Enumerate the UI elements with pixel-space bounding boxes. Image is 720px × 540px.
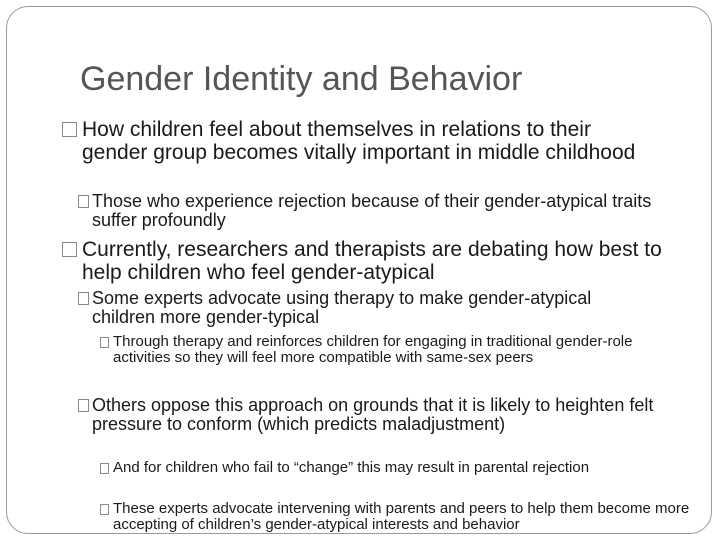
bullet-text: Some experts advocate using therapy to make gender-atypical children more gender-typical xyxy=(92,288,592,327)
bullet-level1 xyxy=(62,118,662,164)
bullet-level2 xyxy=(78,192,658,230)
bullet-box-icon xyxy=(100,337,109,348)
bullet-text: These experts advocate intervening with parents and peers to help them become more accepting of children’s gender-atypical interests and behavior xyxy=(113,500,690,533)
bullet-box-icon xyxy=(100,504,109,515)
bullet-level3 xyxy=(100,501,690,533)
bullet-level3 xyxy=(100,460,660,476)
bullet-box-icon xyxy=(78,292,89,305)
bullet-box-icon xyxy=(78,399,89,412)
bullet-level3 xyxy=(100,334,674,366)
bullet-box-icon xyxy=(100,463,109,474)
bullet-level2 xyxy=(78,396,663,434)
bullet-box-icon xyxy=(62,122,77,137)
bullet-text: Through therapy and reinforces children for engaging in traditional gender-role activities so they will feel more compatible with same-sex peers xyxy=(113,333,633,366)
bullet-text: Those who experience rejection because of their gender-atypical traits suffer profoundly xyxy=(92,191,652,230)
bullet-box-icon xyxy=(62,242,77,257)
bullet-text: How children feel about themselves in relations to their gender group becomes vitally important in middle childhood xyxy=(82,118,636,164)
bullet-box-icon xyxy=(78,195,89,208)
bullet-text: Currently, researchers and therapists are debating how best to help children who feel gender-atypical xyxy=(82,238,662,284)
bullet-text: And for children who fail to “change” this may result in parental rejection xyxy=(113,459,590,476)
bullet-level1 xyxy=(62,238,662,284)
bullet-text: Others oppose this approach on grounds that it is likely to heighten felt pressure to conform (which predicts maladjustment) xyxy=(92,395,654,434)
bullet-level2 xyxy=(78,289,638,327)
slide-title: Gender Identity and Behavior xyxy=(80,60,523,98)
